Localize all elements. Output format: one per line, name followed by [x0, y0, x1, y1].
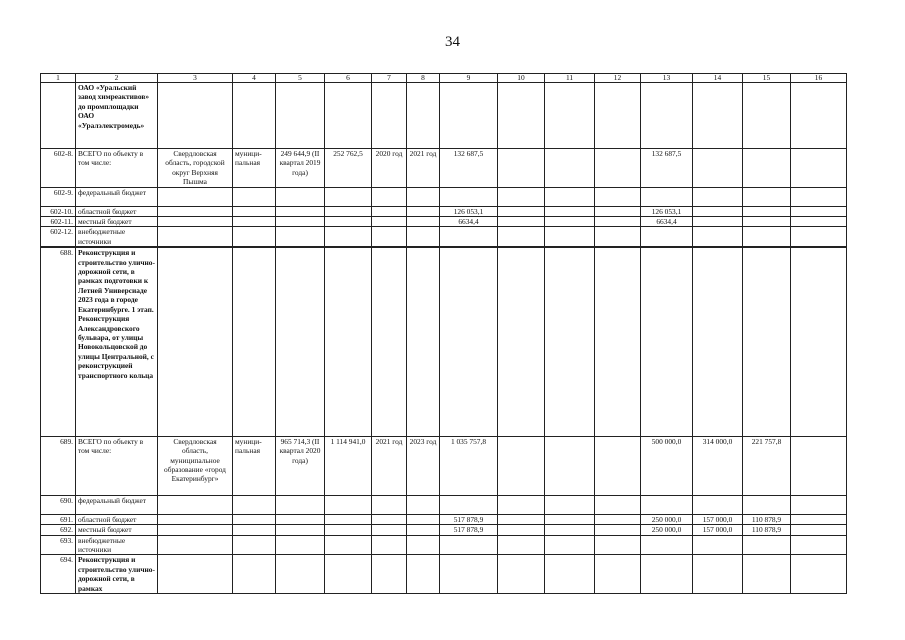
- table-cell: [791, 206, 847, 216]
- header-cell: 2: [76, 74, 158, 83]
- table-cell: [407, 525, 440, 535]
- table-cell: Реконструкция и строительство улично-дорожной сети, в рамках: [76, 555, 158, 594]
- table-cell: [595, 187, 641, 206]
- table-cell: [276, 247, 325, 436]
- table-cell: [325, 227, 372, 247]
- table-cell: [372, 555, 407, 594]
- table-cell: [158, 535, 233, 555]
- table-cell: [791, 535, 847, 555]
- table-cell: 110 878,9: [743, 525, 791, 535]
- budget-table: [40, 73, 847, 594]
- table-cell: [233, 187, 276, 206]
- header-cell: 14: [693, 74, 743, 83]
- table-cell: [498, 555, 545, 594]
- table-cell: [498, 83, 545, 149]
- row-number-cell: 602-10.: [41, 206, 76, 216]
- table-cell: [595, 495, 641, 514]
- table-cell: [233, 535, 276, 555]
- table-cell: 314 000,0: [693, 436, 743, 495]
- table-cell: [158, 227, 233, 247]
- row-number-cell: [41, 83, 76, 149]
- table-cell: [276, 83, 325, 149]
- table-cell: [545, 149, 595, 188]
- table-cell: [276, 555, 325, 594]
- table-cell: [693, 217, 743, 227]
- table-cell: [158, 206, 233, 216]
- table-cell: [407, 206, 440, 216]
- header-cell: 10: [498, 74, 545, 83]
- table-cell: [743, 535, 791, 555]
- table-cell: [693, 149, 743, 188]
- header-cell: 7: [372, 74, 407, 83]
- table-cell: [791, 436, 847, 495]
- table-cell: [372, 514, 407, 524]
- table-cell: [743, 149, 791, 188]
- table-cell: [407, 187, 440, 206]
- row-number-cell: 602-9.: [41, 187, 76, 206]
- header-cell: 4: [233, 74, 276, 83]
- table-cell: [158, 514, 233, 524]
- table-cell: [407, 227, 440, 247]
- table-cell: [325, 514, 372, 524]
- table-cell: [545, 436, 595, 495]
- table-cell: [641, 535, 693, 555]
- table-row: [41, 187, 847, 206]
- table-cell: [545, 217, 595, 227]
- table-cell: [440, 187, 498, 206]
- table-cell: [641, 83, 693, 149]
- row-number-cell: 690.: [41, 495, 76, 514]
- table-cell: [276, 495, 325, 514]
- header-cell: 13: [641, 74, 693, 83]
- table-cell: [693, 247, 743, 436]
- table-cell: [233, 83, 276, 149]
- table-cell: 250 000,0: [641, 525, 693, 535]
- table-cell: [498, 206, 545, 216]
- table-cell: 157 000,0: [693, 514, 743, 524]
- table-cell: [693, 206, 743, 216]
- table-cell: [595, 247, 641, 436]
- table-cell: местный бюджет: [76, 525, 158, 535]
- table-cell: [325, 525, 372, 535]
- table-cell: [325, 555, 372, 594]
- table-cell: [440, 247, 498, 436]
- table-cell: [498, 436, 545, 495]
- header-cell: 12: [595, 74, 641, 83]
- table-row: [41, 206, 847, 216]
- table-cell: [498, 227, 545, 247]
- table-row: [41, 525, 847, 535]
- table-cell: [498, 495, 545, 514]
- table-cell: [372, 535, 407, 555]
- table-cell: федеральный бюджет: [76, 187, 158, 206]
- table-cell: [743, 555, 791, 594]
- table-cell: [407, 514, 440, 524]
- table-cell: [743, 495, 791, 514]
- table-cell: местный бюджет: [76, 217, 158, 227]
- table-cell: [498, 535, 545, 555]
- table-cell: 252 762,5: [325, 149, 372, 188]
- table-cell: [791, 217, 847, 227]
- table-cell: 517 878,9: [440, 525, 498, 535]
- table-cell: [545, 187, 595, 206]
- table-cell: [233, 495, 276, 514]
- row-number-cell: 691.: [41, 514, 76, 524]
- table-cell: 132 687,5: [641, 149, 693, 188]
- table-cell: [545, 514, 595, 524]
- table-cell: 126 053,1: [641, 206, 693, 216]
- table-row: [41, 436, 847, 495]
- table-cell: [641, 247, 693, 436]
- table-cell: [641, 555, 693, 594]
- header-cell: 8: [407, 74, 440, 83]
- table-cell: [693, 495, 743, 514]
- table-cell: федеральный бюджет: [76, 495, 158, 514]
- table-cell: [595, 217, 641, 227]
- table-cell: внебюджетные источники: [76, 535, 158, 555]
- table-cell: [276, 535, 325, 555]
- table-cell: внебюджетные источники: [76, 227, 158, 247]
- table-cell: [791, 514, 847, 524]
- row-number-cell: 602-11.: [41, 217, 76, 227]
- header-cell: 1: [41, 74, 76, 83]
- table-cell: 157 000,0: [693, 525, 743, 535]
- table-cell: [595, 149, 641, 188]
- table-cell: [440, 555, 498, 594]
- table-cell: [545, 227, 595, 247]
- header-cell: 16: [791, 74, 847, 83]
- header-row: [41, 74, 847, 83]
- table-cell: 1 114 941,0: [325, 436, 372, 495]
- table-cell: [233, 555, 276, 594]
- table-row: [41, 535, 847, 555]
- table-cell: [407, 495, 440, 514]
- table-cell: [233, 525, 276, 535]
- table-cell: 1 035 757,8: [440, 436, 498, 495]
- table-cell: [693, 555, 743, 594]
- table-cell: 2021 год: [372, 436, 407, 495]
- table-cell: [545, 495, 595, 514]
- row-number-cell: 688.: [41, 247, 76, 436]
- table-cell: [233, 247, 276, 436]
- table-cell: 6634,4: [440, 217, 498, 227]
- table-cell: [595, 555, 641, 594]
- table-cell: [693, 187, 743, 206]
- table-cell: [498, 149, 545, 188]
- table-cell: муници-пальная: [233, 436, 276, 495]
- table-cell: 2023 год: [407, 436, 440, 495]
- table-cell: [791, 149, 847, 188]
- table-cell: [693, 227, 743, 247]
- table-cell: [158, 555, 233, 594]
- table-cell: [498, 525, 545, 535]
- table-cell: [407, 217, 440, 227]
- table-cell: [372, 206, 407, 216]
- header-cell: 11: [545, 74, 595, 83]
- table-cell: [372, 525, 407, 535]
- table-cell: 132 687,5: [440, 149, 498, 188]
- row-number-cell: 693.: [41, 535, 76, 555]
- header-cell: 5: [276, 74, 325, 83]
- table-cell: [276, 525, 325, 535]
- table-cell: [595, 514, 641, 524]
- table-cell: [498, 187, 545, 206]
- table-cell: ВСЕГО по объекту в том числе:: [76, 149, 158, 188]
- table-cell: [791, 187, 847, 206]
- table-cell: 221 757,8: [743, 436, 791, 495]
- table-cell: [641, 187, 693, 206]
- table-cell: [440, 535, 498, 555]
- table-cell: [276, 514, 325, 524]
- table-cell: [791, 83, 847, 149]
- table-cell: [325, 187, 372, 206]
- table-cell: [372, 227, 407, 247]
- table-cell: 965 714,3 (II квартал 2020 года): [276, 436, 325, 495]
- table-row: [41, 247, 847, 436]
- table-cell: [372, 495, 407, 514]
- table-cell: [595, 436, 641, 495]
- table-row: [41, 555, 847, 594]
- table-cell: [407, 83, 440, 149]
- table-cell: [693, 83, 743, 149]
- table-cell: [372, 187, 407, 206]
- table-cell: [325, 217, 372, 227]
- table-cell: [325, 495, 372, 514]
- table-cell: [372, 217, 407, 227]
- table-cell: 500 000,0: [641, 436, 693, 495]
- table-cell: Свердловская область, муниципальное образование «город Екатеринбург»: [158, 436, 233, 495]
- table-cell: ВСЕГО по объекту в том числе:: [76, 436, 158, 495]
- table-cell: 249 644,9 (II квартал 2019 года): [276, 149, 325, 188]
- table-cell: областной бюджет: [76, 514, 158, 524]
- table-cell: муници-пальная: [233, 149, 276, 188]
- table-cell: [743, 227, 791, 247]
- table-cell: [641, 227, 693, 247]
- table-cell: [325, 535, 372, 555]
- table-cell: [743, 83, 791, 149]
- row-number-cell: 602-12.: [41, 227, 76, 247]
- table-cell: 517 878,9: [440, 514, 498, 524]
- table-cell: [158, 83, 233, 149]
- table-cell: [440, 227, 498, 247]
- table-cell: [158, 217, 233, 227]
- table-cell: [325, 83, 372, 149]
- table-cell: [545, 247, 595, 436]
- table-cell: [791, 227, 847, 247]
- table-cell: [158, 495, 233, 514]
- table-cell: [545, 555, 595, 594]
- table-cell: 250 000,0: [641, 514, 693, 524]
- header-cell: 6: [325, 74, 372, 83]
- table-cell: [407, 247, 440, 436]
- table-cell: [498, 247, 545, 436]
- table-cell: 2021 год: [407, 149, 440, 188]
- table-cell: [498, 514, 545, 524]
- table-cell: [276, 206, 325, 216]
- table-cell: [545, 206, 595, 216]
- table-cell: 126 053,1: [440, 206, 498, 216]
- table-cell: [440, 83, 498, 149]
- row-number-cell: 602-8.: [41, 149, 76, 188]
- table-cell: [233, 514, 276, 524]
- table-cell: [498, 217, 545, 227]
- table-cell: [545, 535, 595, 555]
- table-cell: [743, 217, 791, 227]
- table-cell: [791, 247, 847, 436]
- table-cell: [791, 555, 847, 594]
- table-cell: 2020 год: [372, 149, 407, 188]
- table-cell: [233, 206, 276, 216]
- row-number-cell: 692.: [41, 525, 76, 535]
- table-row: [41, 227, 847, 247]
- table-cell: [791, 495, 847, 514]
- table-cell: [545, 525, 595, 535]
- table-cell: [233, 217, 276, 227]
- table-row: [41, 149, 847, 188]
- table-row: [41, 217, 847, 227]
- header-cell: 3: [158, 74, 233, 83]
- table-cell: [276, 217, 325, 227]
- table-cell: [158, 247, 233, 436]
- table-cell: Реконструкция и строительство улично-дорожной сети, в рамках подготовки к Летней Универсиаде 2023 года в городе Екатеринбурге. 1 этап. Реконструкция Александровского бульвара, от улицы Новокольцовской до улицы Центральной, с реконструкцией транспортного кольца: [76, 247, 158, 436]
- table-cell: [325, 247, 372, 436]
- row-number-cell: 694.: [41, 555, 76, 594]
- table-cell: [407, 555, 440, 594]
- table-cell: [595, 227, 641, 247]
- table-cell: [743, 187, 791, 206]
- table-cell: [276, 227, 325, 247]
- table-cell: 110 878,9: [743, 514, 791, 524]
- table-row: [41, 514, 847, 524]
- table-row: [41, 495, 847, 514]
- table-cell: [693, 535, 743, 555]
- table-cell: [372, 247, 407, 436]
- table-cell: [641, 495, 693, 514]
- header-cell: 15: [743, 74, 791, 83]
- table-cell: [595, 206, 641, 216]
- header-cell: 9: [440, 74, 498, 83]
- table-cell: [791, 525, 847, 535]
- table-cell: [545, 83, 595, 149]
- table-cell: [407, 535, 440, 555]
- table-cell: [595, 535, 641, 555]
- table-cell: областной бюджет: [76, 206, 158, 216]
- table-cell: Свердловская область, городской округ Верхняя Пышма: [158, 149, 233, 188]
- table-cell: [743, 206, 791, 216]
- table-cell: [743, 247, 791, 436]
- table-cell: [440, 495, 498, 514]
- row-number-cell: 689.: [41, 436, 76, 495]
- table-cell: [158, 525, 233, 535]
- table-cell: [325, 206, 372, 216]
- table-cell: ОАО «Уральский завод химреактивов» до промплощадки ОАО «Уралэлектромедь»: [76, 83, 158, 149]
- table-cell: [158, 187, 233, 206]
- table-cell: 6634,4: [641, 217, 693, 227]
- table-cell: [276, 187, 325, 206]
- table-row: [41, 83, 847, 149]
- table-cell: [595, 83, 641, 149]
- table-cell: [595, 525, 641, 535]
- table-cell: [372, 83, 407, 149]
- table-cell: [233, 227, 276, 247]
- page-number: 34: [445, 34, 460, 50]
